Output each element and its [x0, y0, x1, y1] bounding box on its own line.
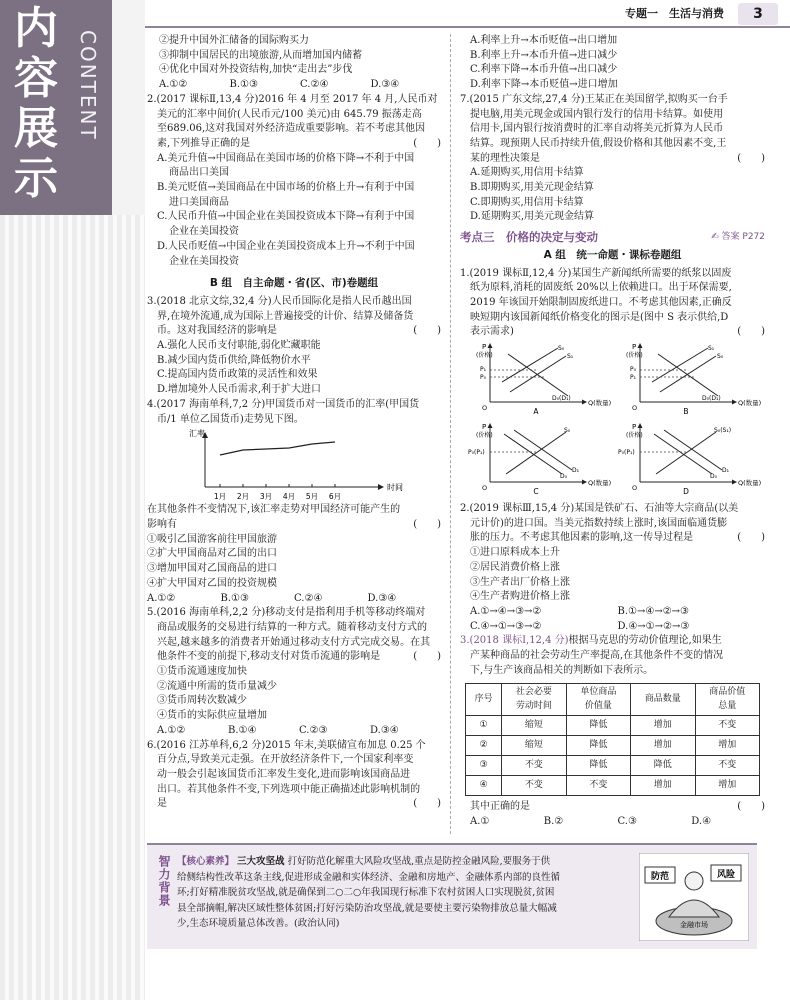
sidebar-title-char: 展 [14, 103, 58, 154]
option-line: ③生产者出厂价格上涨 [470, 576, 570, 588]
option-line: D.利率下降→本币贬值→进口增加 [470, 79, 618, 91]
y-axis-label: P [632, 343, 637, 352]
option-line: A.延期购买,用信用卡结算 [470, 167, 584, 179]
table-cell: 不变 [695, 755, 759, 775]
question-line: 2019 年该国开始限制固废纸进口。不考虑其他因素,正确反 [470, 296, 732, 308]
question-r3 [460, 634, 765, 829]
x-tick-label: 5月 [305, 492, 319, 502]
y-axis-unit: (价格) [476, 352, 493, 360]
background-line: 打好防范化解重大风险攻坚战,重点是防控金融风险,要服务于供 [287, 856, 551, 867]
table-row [466, 735, 760, 755]
option-line: 商品出口美国 [169, 167, 229, 179]
table-cell: 缩短 [502, 715, 566, 735]
background-heading: 三大攻坚战 [237, 856, 285, 867]
option-line: D.延期购买,用美元现金结算 [470, 211, 595, 223]
answer-options: A.①② B.①③ C.②④ D.③④ [147, 592, 397, 604]
question-5 [147, 606, 441, 738]
option-line: C.人民币升值→中国企业在美国投资成本下降→有利于中国 [157, 211, 415, 223]
answer-reference[interactable]: ✍ 答案 P272 [711, 232, 765, 243]
price-label: P₁ [630, 374, 637, 382]
question-line: 币。这对我国经济的影响是 ( ) [147, 324, 441, 339]
y-axis-label: P [482, 343, 487, 352]
answer-bracket: ( ) [413, 137, 441, 149]
question-line: 出口。若其他条件不变,下列选项中能正确描述此影响机制的 [157, 783, 421, 795]
question-4 [147, 398, 441, 606]
core-literacy-tag: 【核心素养】 [177, 856, 235, 867]
question-line: 是 ( ) [147, 797, 441, 812]
question-line: 百分点,导致美元走强。在开放经济条件下,一个国家利率变 [157, 754, 414, 766]
demand-curve-d0 [504, 434, 562, 474]
answer-bracket: ( ) [413, 518, 441, 530]
option-line: C.提高国内货币政策的灵活性和效果 [157, 369, 318, 381]
table-cell: 增加 [631, 735, 695, 755]
chart-ylabel: 汇率 [189, 429, 205, 439]
panel-label: A [533, 407, 539, 417]
table-cell: 降低 [566, 735, 630, 755]
question-line: 兴起,越来越多的消费者开始通过移动支付方式完成交易。在其 [157, 636, 431, 648]
option-line: ①货币流通速度加快 [157, 666, 247, 678]
origin-label: O [482, 404, 488, 413]
answer-bracket: ( ) [413, 798, 441, 810]
question-line: 6.(2016 江苏单科,6,2 分)2015 年末,美联储宣布加息 0.25 个 [147, 739, 426, 751]
question-line: 界,在境外流通,成为国际上普遍接受的计价、结算及储备货 [157, 310, 414, 322]
x-tick-label: 6月 [328, 492, 342, 502]
table-cell: 不变 [566, 775, 630, 795]
question-line: 1.(2019 课标Ⅱ,12,4 分)某国生产新闻纸所需要的纸浆以固废 [460, 267, 732, 279]
table-cell: ③ [466, 755, 502, 775]
price-label: P₀ [630, 366, 637, 374]
question-line: 素,下列推导正确的是 ( ) [147, 137, 441, 152]
background-side-label: 智力背景 [157, 855, 171, 907]
option-line: ②提升中国外汇储备的国际购买力 [159, 35, 309, 46]
sd-panel-C [468, 423, 611, 496]
table-row [466, 755, 760, 775]
curve-label: D₀(D₁) [702, 395, 721, 403]
table-row [466, 775, 760, 795]
sidebar-title-block [0, 0, 112, 215]
background-line: 县全部摘帽,解决区域性整体贫困;打好污染防治攻坚战,就是要使主要污染物排放总量大幅减 [177, 902, 557, 914]
answer-options: A.① B.② C.③ D.④ [470, 815, 712, 827]
question-line: 下,与生产该商品相关的判断如下表所示。 [470, 664, 654, 676]
option-line: B.减少国内货币供给,降低物价水平 [157, 354, 311, 366]
question-line: 结算。现预期人民币持续升值,假设价格和其他因素不变,王 [470, 137, 727, 149]
background-line: 少,生态环境质量总体改善。(政治认同) [177, 918, 340, 929]
sidebar-title-char: 容 [14, 53, 58, 104]
question-line: 动一般会引起该国货币汇率发生变化,进而影响该国商品进 [157, 768, 411, 780]
table-cell: ② [466, 735, 502, 755]
answer-bracket: ( ) [413, 325, 441, 337]
option-line: 企业在美国投资 [169, 255, 239, 267]
question-line: 表示需求) ( ) [460, 325, 765, 340]
x-axis-label: Q(数量) [738, 399, 762, 408]
option-line: A.强化人民币支付职能,弱化贮藏职能 [157, 340, 321, 352]
answer-bracket: ( ) [737, 532, 765, 544]
table-cell: 不变 [502, 755, 566, 775]
x-tick-label: 3月 [259, 492, 273, 502]
option-line: B.即期购买,用美元现金结算 [470, 182, 594, 194]
table-cell: 不变 [695, 715, 759, 735]
topic-3-heading [460, 230, 765, 245]
question-2 [147, 93, 441, 269]
price-label: P₁ [480, 366, 487, 374]
curve-label: S₀(S₁) [714, 427, 732, 435]
supply-demand-diagrams [466, 340, 766, 502]
question-6 [147, 739, 441, 813]
sd-panel-B [626, 343, 761, 416]
option-line: ①进口原料成本上升 [470, 547, 560, 559]
supply-curve [506, 432, 566, 474]
left-column [147, 34, 441, 812]
question-line: 纸为原料,消耗的固废纸 20%以上依赖进口。出于环保需要, [470, 282, 732, 294]
question-line: 信用卡,国内银行按消费时的汇率自动将美元折算为人民币 [470, 123, 724, 135]
y-axis-unit: (价格) [476, 432, 493, 440]
page-number: 3 [738, 3, 778, 25]
curve-label: D₁ [572, 467, 580, 475]
table-cell: 增加 [695, 735, 759, 755]
option-line: B.美元贬值→美国商品在中国市场的价格上升→有利于中国 [157, 182, 415, 194]
demand-curve-d1 [664, 430, 722, 470]
header-bar [145, 0, 790, 28]
table-cell: 增加 [631, 715, 695, 735]
option-line: ④生产者购进价格上涨 [470, 591, 570, 603]
option-line: ④扩大甲国对乙国的投资规模 [147, 577, 277, 589]
table-cell: ④ [466, 775, 502, 795]
table-cell: 增加 [631, 775, 695, 795]
x-axis-label: Q(数量) [588, 399, 612, 408]
question-line: 提电脑,用美元现金或国内银行发行的信用卡结算。如使用 [470, 108, 724, 120]
question-line: 7.(2015 广东文综,27,4 分)王某正在美国留学,拟购买一台手 [460, 93, 728, 105]
table-cell: 不变 [502, 775, 566, 795]
price-label: P₀ [480, 374, 487, 382]
option-line: ②扩大甲国商品对乙国的出口 [147, 548, 277, 560]
origin-label: O [482, 484, 488, 493]
sidebar-title-char: 内 [14, 3, 58, 54]
question-3 [147, 295, 441, 398]
sidebar-title-char: 示 [14, 153, 58, 204]
question-r2 [460, 502, 765, 634]
table-cell: 缩短 [502, 735, 566, 755]
curve-label: S₀ [558, 345, 565, 353]
table-cell: ① [466, 715, 502, 735]
sidebar-subtitle: CONTENT [76, 30, 100, 141]
price-label: P₀(P₁) [468, 449, 485, 457]
curve-label: S₀ [717, 353, 724, 361]
question-line: 2.(2019 课标Ⅲ,15,4 分)某国是铁矿石、石油等大宗商品(以美 [460, 503, 739, 515]
sidebar-panel [0, 0, 150, 1000]
x-tick-label: 1月 [213, 492, 227, 502]
sidebar-title [6, 4, 66, 204]
origin-label: O [632, 404, 638, 413]
option-line: ④优化中国对外投资结构,加快“走出去”步伐 [159, 64, 353, 76]
question-line: 在其他条件不变情况下,该汇率走势对甲国经济可能产生的 [147, 504, 401, 516]
panel-label: B [683, 407, 689, 417]
cartoon-left-sign: 防范 [650, 872, 670, 882]
question-line: 至689.06,这对我国对外经济造成重要影响。若不考虑其他因 [157, 123, 426, 135]
background-text [177, 854, 632, 932]
option-line: 企业在美国投资 [169, 226, 239, 238]
exchange-rate-line [220, 442, 335, 455]
table-header: 社会必要 劳动时间 [502, 683, 566, 715]
question-r1 [460, 267, 765, 503]
curve-label: D₀ [710, 473, 718, 481]
question-line: 影响有 ( ) [147, 518, 441, 533]
option-line: D.增加境外人民币需求,利于扩大进口 [157, 384, 322, 396]
x-tick-label: 2月 [236, 492, 250, 502]
supply-curve [656, 432, 716, 474]
table-header: 序号 [466, 683, 502, 715]
question-line: 他条件不变的前提下,移动支付对货币流通的影响是 ( ) [147, 650, 441, 665]
answer-bracket: ( ) [737, 152, 765, 164]
panel-label: D [683, 487, 689, 497]
cartoon-right-sign: 风险 [716, 870, 736, 880]
option-line: ③抑制中国居民的出境旅游,从而增加国内储蓄 [159, 49, 363, 61]
question-line: 币/1 单位乙国货币)走势见下图。 [157, 413, 304, 425]
y-axis-label: P [632, 423, 637, 432]
curve-label: D₁ [722, 467, 730, 475]
table-header-row [466, 683, 760, 715]
question-line: 5.(2016 海南单科,2,2 分)移动支付是指利用手机等移动终端对 [147, 607, 426, 619]
sd-panel-A [476, 343, 611, 416]
background-line: 环;打好精准脱贫攻坚战,就是确保到二○二○年我国现行标准下农村贫困人口实现脱贫,贫困 [177, 887, 555, 898]
option-line: A.利率上升→本币贬值→出口增加 [470, 35, 618, 46]
curve-label: S₁ [708, 345, 715, 353]
sd-panel-D [618, 423, 761, 496]
labor-value-table [465, 683, 760, 796]
answer-options: A.①→④→③→② B.①→④→②→③ [470, 605, 690, 617]
background-line: 给侧结构性改革这条主线,促进形成金融和实体经济、金融和房地产、金融体系内部的良性循 [177, 871, 561, 883]
x-tick-label: 4月 [282, 492, 296, 502]
financial-risk-cartoon [639, 853, 749, 941]
right-column [460, 34, 765, 829]
group-a-heading: A 组 统一命题・课标卷题组 [543, 248, 682, 261]
x-axis-label: Q(数量) [588, 479, 612, 488]
y-axis-label: P [482, 423, 487, 432]
option-line: ②流通中所需的货币量减少 [157, 680, 277, 692]
table-row [466, 715, 760, 735]
table-cell: 降低 [566, 715, 630, 735]
option-line: D.人民币贬值→中国企业在美国投资成本上升→不利于中国 [157, 240, 415, 252]
x-axis-label: Q(数量) [738, 479, 762, 488]
question-line: 胀的压力。不考虑其他因素的影响,这一传导过程是 ( ) [460, 531, 765, 546]
column-divider [450, 34, 451, 834]
answer-bracket: ( ) [737, 326, 765, 338]
question-line: 4.(2017 海南单科,7,2 分)甲国货币对一国货币的汇率(甲国货 [147, 398, 420, 410]
table-header: 商品数量 [631, 683, 695, 715]
option-line: C.即期购买,用信用卡结算 [470, 196, 584, 208]
table-cell: 增加 [695, 775, 759, 795]
curve-label: D₀ [560, 473, 568, 481]
question-source: 3.(2018 课标Ⅰ,12,4 分) [460, 635, 569, 647]
question-7 [460, 93, 765, 225]
answer-options: C.④→①→③→② D.④→①→②→③ [470, 620, 690, 632]
question-line: 产某种商品的社会劳动生产率提高,在其他条件不变的情况 [470, 650, 724, 662]
y-axis-unit: (价格) [626, 352, 643, 360]
option-line: ②居民消费价格上涨 [470, 561, 560, 573]
topic-3-title: 考点三 价格的决定与变动 [460, 230, 598, 245]
answer-options: A.①② B.①④ C.②③ D.③④ [157, 724, 399, 736]
answer-options: A.①② B.①③ C.②④ D.③④ [159, 79, 400, 91]
option-line: B.利率上升→本币升值→进口减少 [470, 49, 618, 61]
origin-label: O [632, 484, 638, 493]
answer-bracket: ( ) [737, 800, 765, 812]
sidebar-stripes [0, 215, 150, 1000]
question-line: 其中正确的是 ( ) [460, 800, 765, 815]
group-b-heading: B 组 自主命题・省(区、市)卷题组 [209, 277, 379, 290]
panel-label: C [533, 487, 539, 497]
demand-curve-d1 [514, 430, 572, 470]
header-topic: 专题一 生活与消费 [625, 7, 724, 20]
option-line: 进口美国商品 [169, 196, 229, 208]
question-line: 商品或服务的交易进行结算的一种方式。随着移动支付方式的 [157, 621, 427, 633]
curve-label: S₁ [567, 353, 574, 361]
question-line: 某的理性决策是 ( ) [460, 152, 765, 167]
curve-label: S₀ [564, 427, 571, 435]
option-line: ①吸引乙国游客前往甲国旅游 [147, 533, 277, 545]
question-line: 3.(2018 课标Ⅰ,12,4 分)根据马克思的劳动价值理论,如果生 [460, 635, 722, 647]
option-line: ③货币周转次数减少 [157, 695, 247, 707]
table-cell: 降低 [566, 755, 630, 775]
table-header: 单位商品 价值量 [566, 683, 630, 715]
question-line: 美元的汇率中间价(人民币元/100 美元)由 645.79 振荡走高 [157, 108, 422, 120]
y-axis-unit: (价格) [626, 432, 643, 440]
table-header: 商品价值 总量 [695, 683, 759, 715]
cartoon-bag-label: 金融市场 [680, 921, 708, 929]
question-line: 映短期内该国新闻纸价格变化的图示是(图中 S 表示供给,D [470, 311, 729, 323]
question-line: 元计价)的进口国。当美元指数持续上涨时,该国面临通货膨 [470, 517, 728, 529]
question-line: 2.(2017 课标Ⅱ,13,4 分)2016 年 4 月至 2017 年 4 月,人民币对 [147, 93, 438, 105]
option-line: ③增加甲国对乙国商品的进口 [147, 563, 277, 575]
exchange-rate-chart [187, 427, 407, 503]
chart-xlabel: 时间 [387, 483, 403, 493]
answer-bracket: ( ) [413, 651, 441, 663]
option-line: A.美元升值→中国商品在美国市场的价格下降→不利于中国 [157, 152, 415, 164]
table-cell: 降低 [631, 755, 695, 775]
question-line: 3.(2018 北京文综,32,4 分)人民币国际化是指人民币越出国 [147, 295, 412, 307]
option-line: ④货币的实际供应量增加 [157, 710, 267, 722]
price-label: P₀(P₁) [618, 449, 635, 457]
curve-label: D₀(D₁) [552, 395, 571, 403]
option-line: C.利率下降→本币升值→出口减少 [470, 64, 618, 76]
demand-curve-d0 [654, 434, 712, 474]
background-knowledge-box [147, 843, 757, 949]
